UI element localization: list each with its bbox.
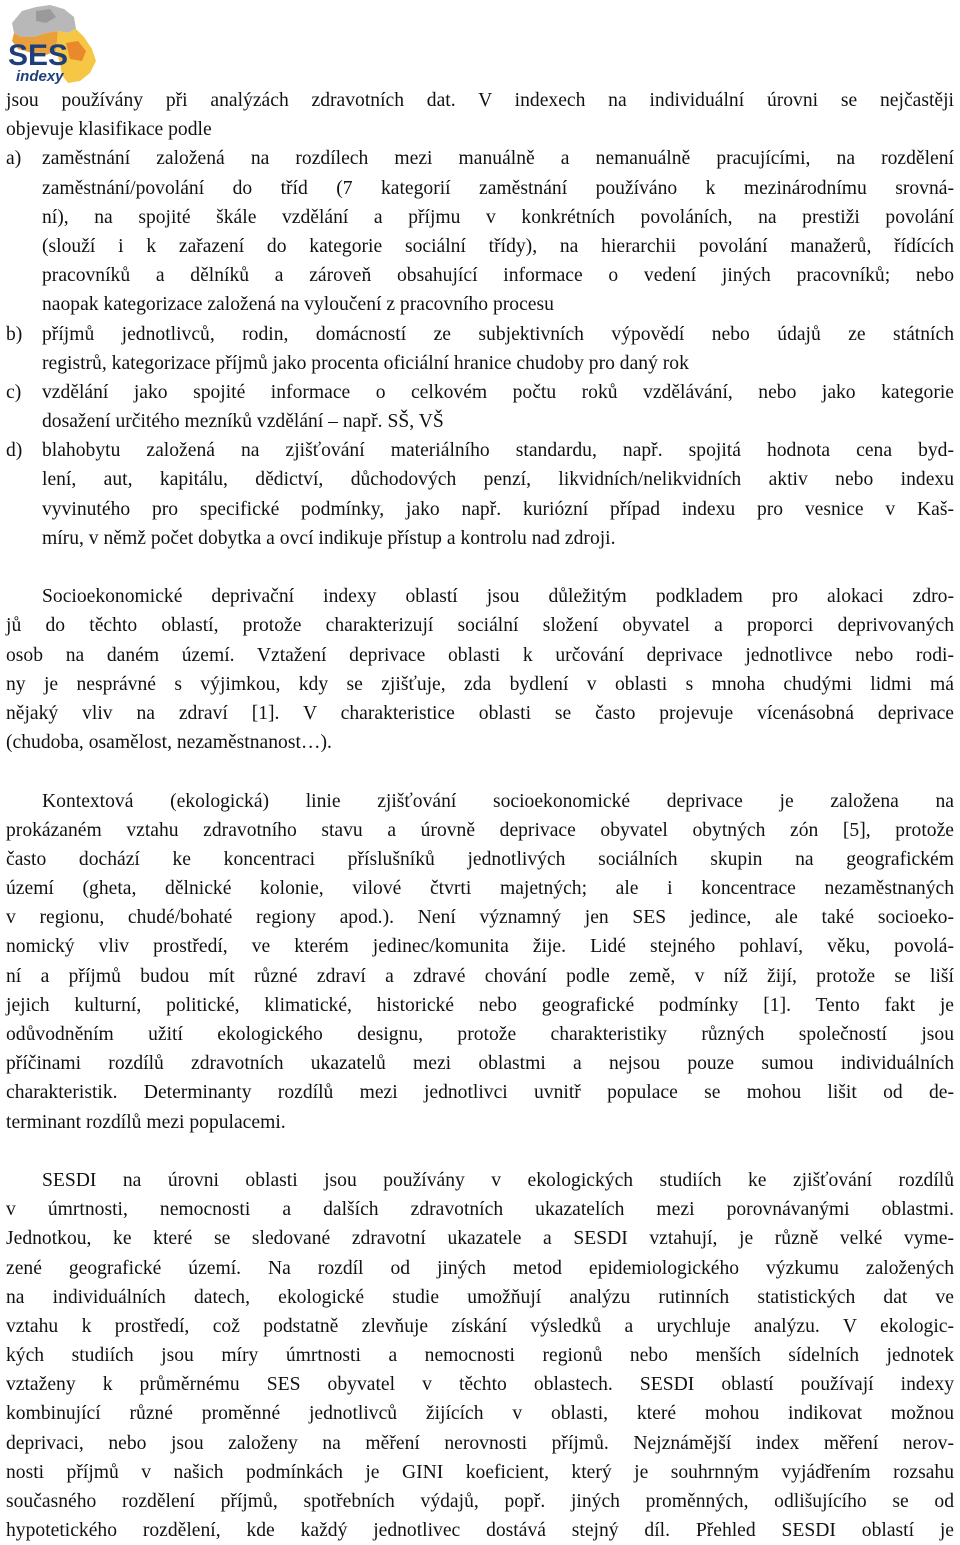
text-line: ní a příjmů budou mít různé zdraví a zdravé chování podle země, v níž žijí, protože se liší [6, 965, 954, 987]
text-line: kombinující různé proměnné jednotlivců žijících v oblasti, které mohou indikovat možnou [6, 1403, 954, 1425]
logo-text-ses: SES [8, 39, 69, 72]
text-line: území (gheta, dělnické kolonie, vilové čtvrti majetných; ale i koncentrace nezaměstnaných [6, 878, 954, 900]
ses-indexy-logo [6, 3, 98, 85]
text-line: jů do těchto oblastí, protože charakterizují sociální složení obyvatel a proporci deprivovaných [6, 615, 954, 637]
text-line: na individuálních datech, ekologické studie umožňují analýzu rutinních statistických dat ve [6, 1286, 954, 1308]
text-line: vztahu k prostředí, což podstatně zlevňuje získání výsledků a urychluje analýzu. V ekologic- [6, 1315, 954, 1337]
text-line: jejich kulturní, politické, klimatické, historické nebo geografické podmínky [1]. Tento fakt je [6, 994, 954, 1016]
text-line: ny je nesprávné s výjimkou, kdy se zjišťuje, zda bydlení v oblasti s mnoha chudými lidmi má [6, 673, 954, 695]
text-line: zaměstnání/povolání do tříd (7 kategorií zaměstnání používáno k mezinárodnímu srovná- [42, 177, 954, 199]
text-line: nějaký vliv na zdraví [1]. V charakteristice oblasti se často projevuje vícenásobná deprivace [6, 702, 954, 724]
text-line: registrů, kategorizace příjmů jako procenta oficiální hranice chudoby pro daný rok [42, 352, 689, 374]
text-line: prokázaném vztahu zdravotního stavu a úrovně deprivace obyvatel obytných zón [5], protože [6, 819, 954, 841]
text-line: současného rozdělení příjmů, spotřebních výdajů, popř. jiných proměnných, odlišujícího se od [6, 1491, 954, 1512]
text-line: příčinami rozdílů zdravotních ukazatelů mezi oblastmi a nejsou pouze sumou individuálních [6, 1053, 954, 1075]
text-line: odůvodněním užití ekologického designu, protože charakteristiky různých společností jsou [6, 1024, 954, 1045]
text-line: Socioekonomické deprivační indexy oblastí jsou důležitým podkladem pro alokaci zdro- [42, 586, 954, 608]
text-line: vztaženy k průměrnému SES obyvatel v těchto oblastech. SESDI oblastí používají indexy [6, 1374, 954, 1396]
text-line: hypotetického rozdělení, kde každý jednotlivec dostává stejný díl. Přehled SESDI oblastí je [6, 1520, 954, 1542]
text-line: Kontextová (ekologická) linie zjišťování socioekonomické deprivace je založena na [42, 790, 954, 812]
list-item-label: b) [6, 323, 23, 345]
paragraph-deprivation-indexes [6, 582, 954, 757]
text-line: naopak kategorizace založená na vyloučení z pracovního procesu [42, 294, 554, 316]
list-item-label: d) [6, 440, 23, 462]
intro-paragraph [6, 86, 954, 144]
text-line: Jednotkou, ke které se sledované zdravotní ukazatele a SESDI vztahují, je různě velké vyme- [6, 1228, 954, 1250]
text-line: jsou používány při analýzách zdravotních dat. V indexech na individuální úrovni se nejčastěji [6, 90, 954, 111]
text-line: osob na daném území. Vztažení deprivace oblasti k určování deprivace jednotlivce nebo rodi- [6, 644, 954, 666]
text-line: příjmů jednotlivců, rodin, domácností ze subjektivních výpovědí nebo údajů ze státních [42, 323, 954, 345]
paragraph-contextual-line [6, 787, 954, 1137]
text-line: deprivaci, nebo jsou založeny na měření nerovnosti příjmů. Nejznámější index měření nerov- [6, 1432, 954, 1454]
list-item [6, 436, 954, 553]
text-line: míru, v němž počet dobytka a ovcí indikuje přístup a kontrolu nad zdroji. [42, 527, 616, 549]
list-item [6, 378, 954, 436]
document-body [6, 86, 954, 1545]
list-item [6, 320, 954, 378]
text-line: terminant rozdílů mezi populacemi. [6, 1111, 286, 1133]
paragraph-sesdi-area [6, 1166, 954, 1545]
text-line: zaměstnání založená na rozdílech mezi manuálně a nemanuálně pracujícími, na rozdělení [42, 148, 954, 170]
text-line: objevuje klasifikace podle [6, 119, 212, 141]
text-line: v regionu, chudé/bohaté regiony apod.). Není významný jen SES jedince, ale také socioeko- [6, 907, 954, 929]
text-line: charakteristik. Determinanty rozdílů mezi jednotlivci uvnitř populace se mohou lišit od de- [6, 1082, 954, 1104]
text-line: nomický vliv prostředí, ve kterém jedinec/komunita žije. Lidé stejného pohlaví, věku, povolá- [6, 936, 954, 958]
text-line: často dochází ke koncentraci příslušníků jednotlivých sociálních skupin na geografickém [6, 848, 954, 870]
text-line: blahobytu založená na zjišťování materiálního standardu, např. spojitá hodnota cena byd- [42, 440, 954, 462]
logo-text-indexy: indexy [16, 68, 64, 85]
text-line: ní), na spojité škále vzdělání a příjmu v konkrétních povoláních, na prestiži povolání [42, 206, 954, 228]
list-item-label: a) [6, 148, 22, 170]
map-logo-icon [6, 3, 98, 85]
text-line: (slouží i k zařazení do kategorie sociální třídy), na hierarchii povolání manažerů, řídících [42, 235, 954, 257]
list-item-label: c) [6, 381, 22, 403]
text-line: SESDI na úrovni oblasti jsou používány v ekologických studiích ke zjišťování rozdílů [42, 1169, 954, 1191]
text-line: nosti příjmů v našich podmínkách je GINI koeficient, který je souhrnným vyjádřením rozsahu [6, 1461, 954, 1483]
text-line: vyvinutého pro specifické podmínky, jako např. kuriózní případ indexu pro vesnice v Kaš- [42, 498, 954, 520]
text-line: v úmrtnosti, nemocnosti a dalších zdravotních ukazatelích mezi porovnávanými oblastmi. [6, 1199, 954, 1221]
text-line: kých studiích jsou míry úmrtnosti a nemocnosti regionů nebo menších sídelních jednotek [6, 1345, 954, 1367]
text-line: dosažení určitého mezníků vzdělání – např. SŠ, VŠ [42, 411, 444, 433]
classification-list [6, 144, 954, 553]
text-line: vzdělání jako spojité informace o celkovém počtu roků vzdělávání, nebo jako kategorie [42, 381, 954, 403]
list-item [6, 144, 954, 319]
text-line: lení, aut, kapitálu, dědictví, důchodových penzí, likvidních/nelikvidních aktiv nebo indexu [42, 469, 954, 491]
text-line: (chudoba, osamělost, nezaměstnanost…). [6, 732, 332, 754]
text-line: zené geografické území. Na rozdíl od jiných metod epidemiologického výzkumu založených [6, 1257, 954, 1279]
text-line: pracovníků a dělníků a zároveň obsahující informace o vedení jiných pracovníků; nebo [42, 265, 954, 287]
